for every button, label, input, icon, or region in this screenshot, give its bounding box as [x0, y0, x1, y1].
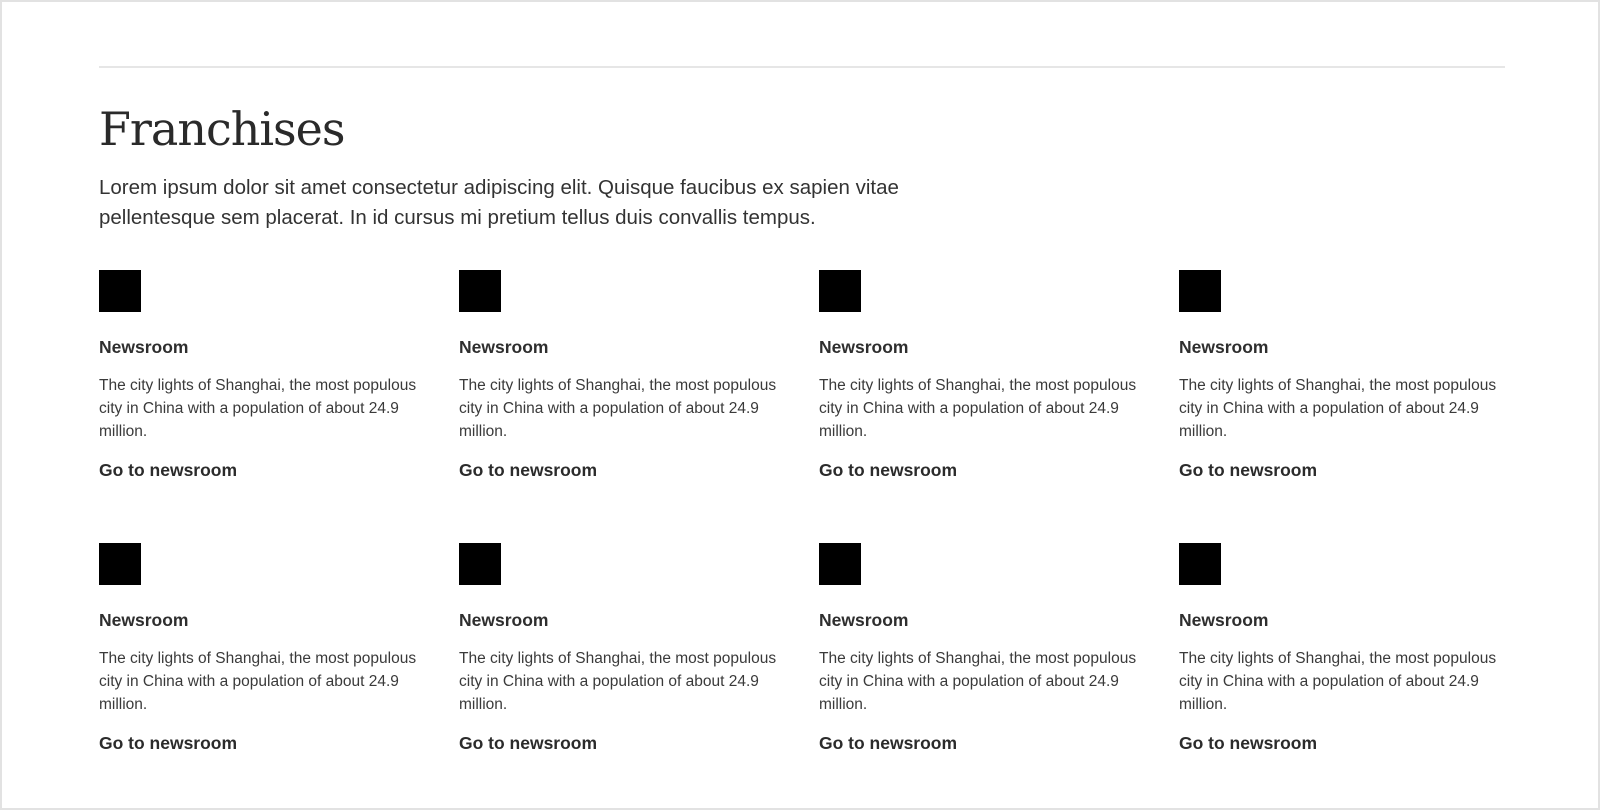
- go-to-newsroom-link[interactable]: Go to newsroom: [459, 459, 598, 480]
- square-icon: [819, 543, 861, 585]
- franchise-card: [1179, 270, 1499, 481]
- card-title: Newsroom: [459, 609, 549, 630]
- card-title: Newsroom: [459, 336, 549, 357]
- franchise-card: [99, 543, 419, 754]
- card-description: The city lights of Shanghai, the most populous city in China with a population of about 24.9 million.: [459, 649, 777, 713]
- section-intro: Lorem ipsum dolor sit amet consectetur adipiscing elit. Quisque faucibus ex sapien vitae pellentesque sem placerat. In id cursus mi pretium tellus duis convallis tempus.: [99, 175, 899, 229]
- go-to-newsroom-link[interactable]: Go to newsroom: [99, 459, 238, 480]
- card-title: Newsroom: [819, 609, 909, 630]
- card-title: Newsroom: [1179, 336, 1269, 357]
- franchise-card: [819, 270, 1139, 481]
- section-title: Franchises: [99, 102, 345, 156]
- square-icon: [459, 543, 501, 585]
- card-description: The city lights of Shanghai, the most populous city in China with a population of about 24.9 million.: [459, 376, 777, 440]
- franchise-card: [819, 543, 1139, 754]
- card-description: The city lights of Shanghai, the most populous city in China with a population of about 24.9 million.: [1179, 649, 1497, 713]
- square-icon: [99, 543, 141, 585]
- go-to-newsroom-link[interactable]: Go to newsroom: [1179, 732, 1318, 753]
- franchise-card: [1179, 543, 1499, 754]
- go-to-newsroom-link[interactable]: Go to newsroom: [819, 459, 958, 480]
- card-title: Newsroom: [1179, 609, 1269, 630]
- card-title: Newsroom: [99, 609, 189, 630]
- go-to-newsroom-link[interactable]: Go to newsroom: [459, 732, 598, 753]
- section-divider: [99, 66, 1505, 68]
- square-icon: [459, 270, 501, 312]
- square-icon: [819, 270, 861, 312]
- card-title: Newsroom: [819, 336, 909, 357]
- card-description: The city lights of Shanghai, the most populous city in China with a population of about 24.9 million.: [819, 376, 1137, 440]
- square-icon: [1179, 543, 1221, 585]
- go-to-newsroom-link[interactable]: Go to newsroom: [1179, 459, 1318, 480]
- go-to-newsroom-link[interactable]: Go to newsroom: [99, 732, 238, 753]
- franchises-section: [99, 66, 1505, 754]
- card-title: Newsroom: [99, 336, 189, 357]
- go-to-newsroom-link[interactable]: Go to newsroom: [819, 732, 958, 753]
- square-icon: [1179, 270, 1221, 312]
- franchise-grid: [99, 270, 1505, 754]
- card-description: The city lights of Shanghai, the most populous city in China with a population of about 24.9 million.: [99, 376, 417, 440]
- square-icon: [99, 270, 141, 312]
- franchise-card: [99, 270, 419, 481]
- card-description: The city lights of Shanghai, the most populous city in China with a population of about 24.9 million.: [1179, 376, 1497, 440]
- franchise-card: [459, 270, 779, 481]
- card-description: The city lights of Shanghai, the most populous city in China with a population of about 24.9 million.: [99, 649, 417, 713]
- franchise-card: [459, 543, 779, 754]
- card-description: The city lights of Shanghai, the most populous city in China with a population of about 24.9 million.: [819, 649, 1137, 713]
